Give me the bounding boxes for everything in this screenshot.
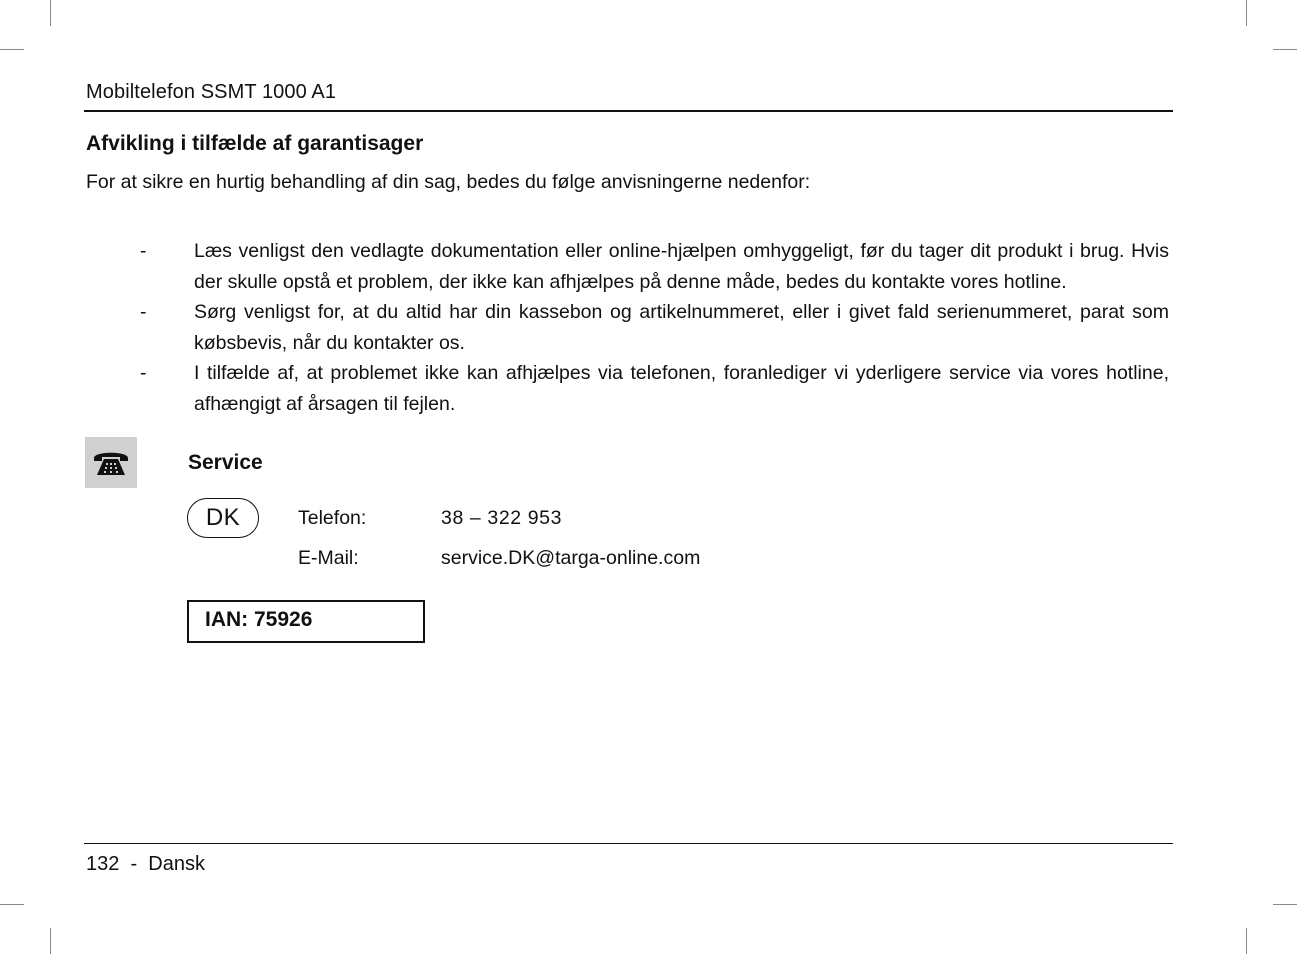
page-footer: 132 - Dansk: [86, 853, 205, 875]
email-address: service.DK@targa-online.com: [441, 547, 701, 569]
service-title: Service: [188, 451, 263, 474]
list-item-text: Sørg venligst for, at du altid har din kassebon og artikelnummeret, eller i givet fald serienummeret, parat som købsbevis, når du kontakter os.: [194, 301, 1169, 354]
crop-mark: [1246, 928, 1247, 954]
footer-divider: [84, 843, 1173, 844]
crop-mark: [1273, 49, 1297, 50]
crop-mark: [0, 904, 24, 905]
crop-mark: [1246, 0, 1247, 26]
list-bullet: -: [140, 301, 147, 323]
crop-mark: [0, 49, 24, 50]
crop-mark: [50, 928, 51, 954]
list-item: [86, 236, 1169, 297]
list-item-text: I tilfælde af, at problemet ikke kan afhjælpes via telefonen, foranlediger vi yderligere service via vores hotline, afhængigt af årsagen til fejlen.: [194, 362, 1169, 415]
list-item-text: Læs venligst den vedlagte dokumentation eller online-hjælpen omhyggeligt, før du tager dit produkt i brug. Hvis der skulle opstå et problem, der ikke kan afhjælpes på denne måde, bedes du kontakte vores hotline.: [194, 240, 1169, 293]
crop-mark: [50, 0, 51, 26]
email-label: E-Mail:: [298, 547, 359, 569]
list-item: [86, 358, 1169, 419]
telephone-icon: [85, 437, 137, 488]
list-item: [86, 297, 1169, 358]
list-bullet: -: [140, 240, 147, 262]
list-bullet: -: [140, 362, 147, 384]
crop-mark: [1273, 904, 1297, 905]
instruction-list: [86, 236, 1169, 419]
page-header-title: Mobiltelefon SSMT 1000 A1: [86, 81, 337, 103]
ian-box: IAN: 75926: [187, 600, 425, 643]
phone-label: Telefon:: [298, 507, 367, 529]
intro-text: For at sikre en hurtig behandling af din sag, bedes du følge anvisningerne nedenfor:: [86, 171, 811, 193]
phone-number: 38 – 322 953: [441, 507, 563, 529]
section-heading: Afvikling i tilfælde af garantisager: [86, 132, 424, 155]
header-divider: [84, 110, 1173, 112]
country-code-badge: DK: [187, 498, 259, 538]
